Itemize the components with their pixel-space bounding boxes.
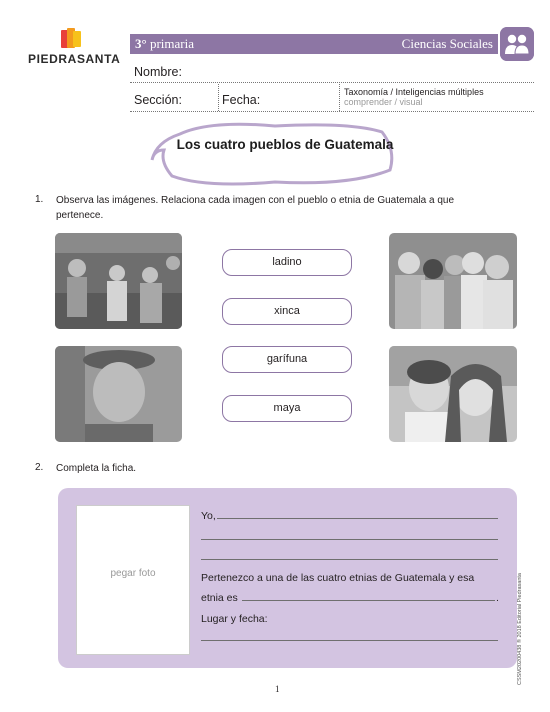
- section-label: Sección:: [134, 93, 182, 107]
- option-garifuna[interactable]: garífuna: [222, 346, 352, 373]
- exercise-instruction: Completa la ficha.: [56, 463, 137, 474]
- exercise-number: 1.: [35, 194, 44, 205]
- exercise-number: 2.: [35, 462, 44, 473]
- grade-word: primaria: [149, 36, 194, 51]
- etnia-write-line[interactable]: [242, 600, 495, 601]
- period: .: [496, 592, 499, 604]
- smiling-children-photo[interactable]: [389, 233, 517, 329]
- option-maya[interactable]: maya: [222, 395, 352, 422]
- name-label: Nombre:: [134, 65, 182, 79]
- name-line[interactable]: [130, 82, 534, 83]
- group-children-photo[interactable]: [55, 233, 182, 329]
- write-line[interactable]: [201, 559, 498, 560]
- etnia-label: etnia es: [201, 592, 238, 604]
- taxonomy-values: comprender / visual: [344, 97, 423, 107]
- two-kids-photo[interactable]: [389, 346, 517, 442]
- belonging-sentence: Pertenezco a una de las cuatro etnias de Guatemala y esa: [201, 572, 475, 584]
- page-title: Los cuatro pueblos de Guatemala: [176, 137, 394, 152]
- copyright-code: CSSM20200438 ® 2018 Editorial Piedrasanta: [517, 573, 523, 685]
- piedrasanta-logo-icon: [58, 26, 84, 52]
- photo-slot[interactable]: [76, 505, 190, 655]
- write-line[interactable]: [201, 539, 498, 540]
- exercise-instruction: Observa las imágenes. Relaciona cada imagen con el pueblo o etnia de Guatemala a que pertenece.: [56, 195, 455, 221]
- publisher-logo: PIEDRASANTA: [28, 52, 121, 66]
- option-ladino[interactable]: ladino: [222, 249, 352, 276]
- yo-label: Yo,: [201, 510, 216, 522]
- grade-label: [135, 36, 194, 52]
- students-icon: [500, 27, 534, 61]
- photo-placeholder-label: pegar foto: [110, 568, 156, 579]
- subject-label: Ciencias Sociales: [401, 36, 493, 51]
- elderly-man-photo[interactable]: [55, 346, 182, 442]
- place-date-label: Lugar y fecha:: [201, 613, 268, 625]
- taxonomy-label: Taxonomía / Inteligencias múltiples: [344, 87, 484, 97]
- place-date-write-line[interactable]: [201, 640, 498, 641]
- name-write-line[interactable]: [217, 518, 498, 519]
- title-cloud-shape: [150, 120, 400, 190]
- divider: [218, 84, 219, 111]
- option-xinca[interactable]: xinca: [222, 298, 352, 325]
- page-number: 1: [275, 684, 280, 694]
- header-bottom-line: [130, 111, 534, 112]
- divider: [339, 84, 340, 111]
- date-label: Fecha:: [222, 93, 261, 107]
- grade-number: 3°: [135, 36, 147, 51]
